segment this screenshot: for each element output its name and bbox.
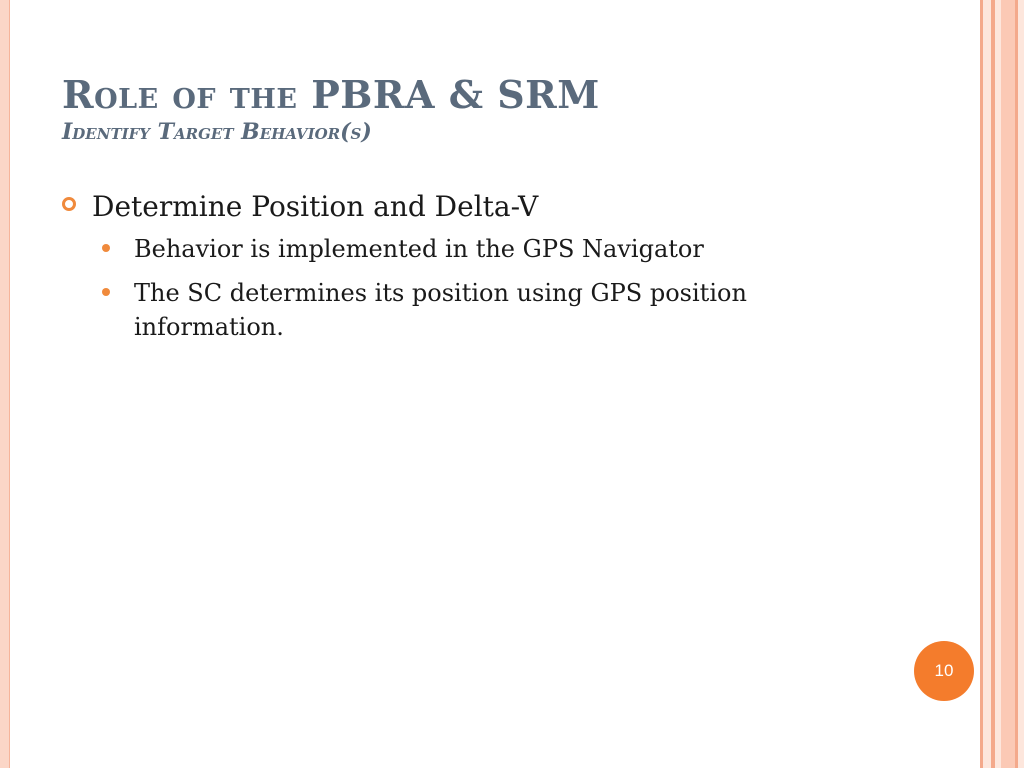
ring-bullet-icon xyxy=(62,188,92,211)
right-stripe-decoration xyxy=(980,0,1024,768)
content-body xyxy=(62,188,862,354)
bullet-item xyxy=(62,188,862,226)
sub-bullet-text: Behavior is implemented in the GPS Navigator xyxy=(134,235,704,263)
page-number-badge: 10 xyxy=(914,641,974,701)
sub-bullet-item xyxy=(102,276,862,344)
dot-bullet-icon xyxy=(102,276,134,296)
sub-bullet-text: The SC determines its position using GPS position information. xyxy=(134,279,747,341)
sub-bullet-item xyxy=(102,232,862,266)
sub-bullet-list xyxy=(102,232,862,344)
left-edge-decoration xyxy=(0,0,10,768)
title-block xyxy=(62,72,942,146)
slide-subtitle: Identify Target Behavior(s) xyxy=(62,119,372,145)
dot-bullet-icon xyxy=(102,232,134,252)
bullet-text: Determine Position and Delta-V xyxy=(92,190,539,223)
slide-title: Role of the PBRA & SRM xyxy=(62,72,600,117)
